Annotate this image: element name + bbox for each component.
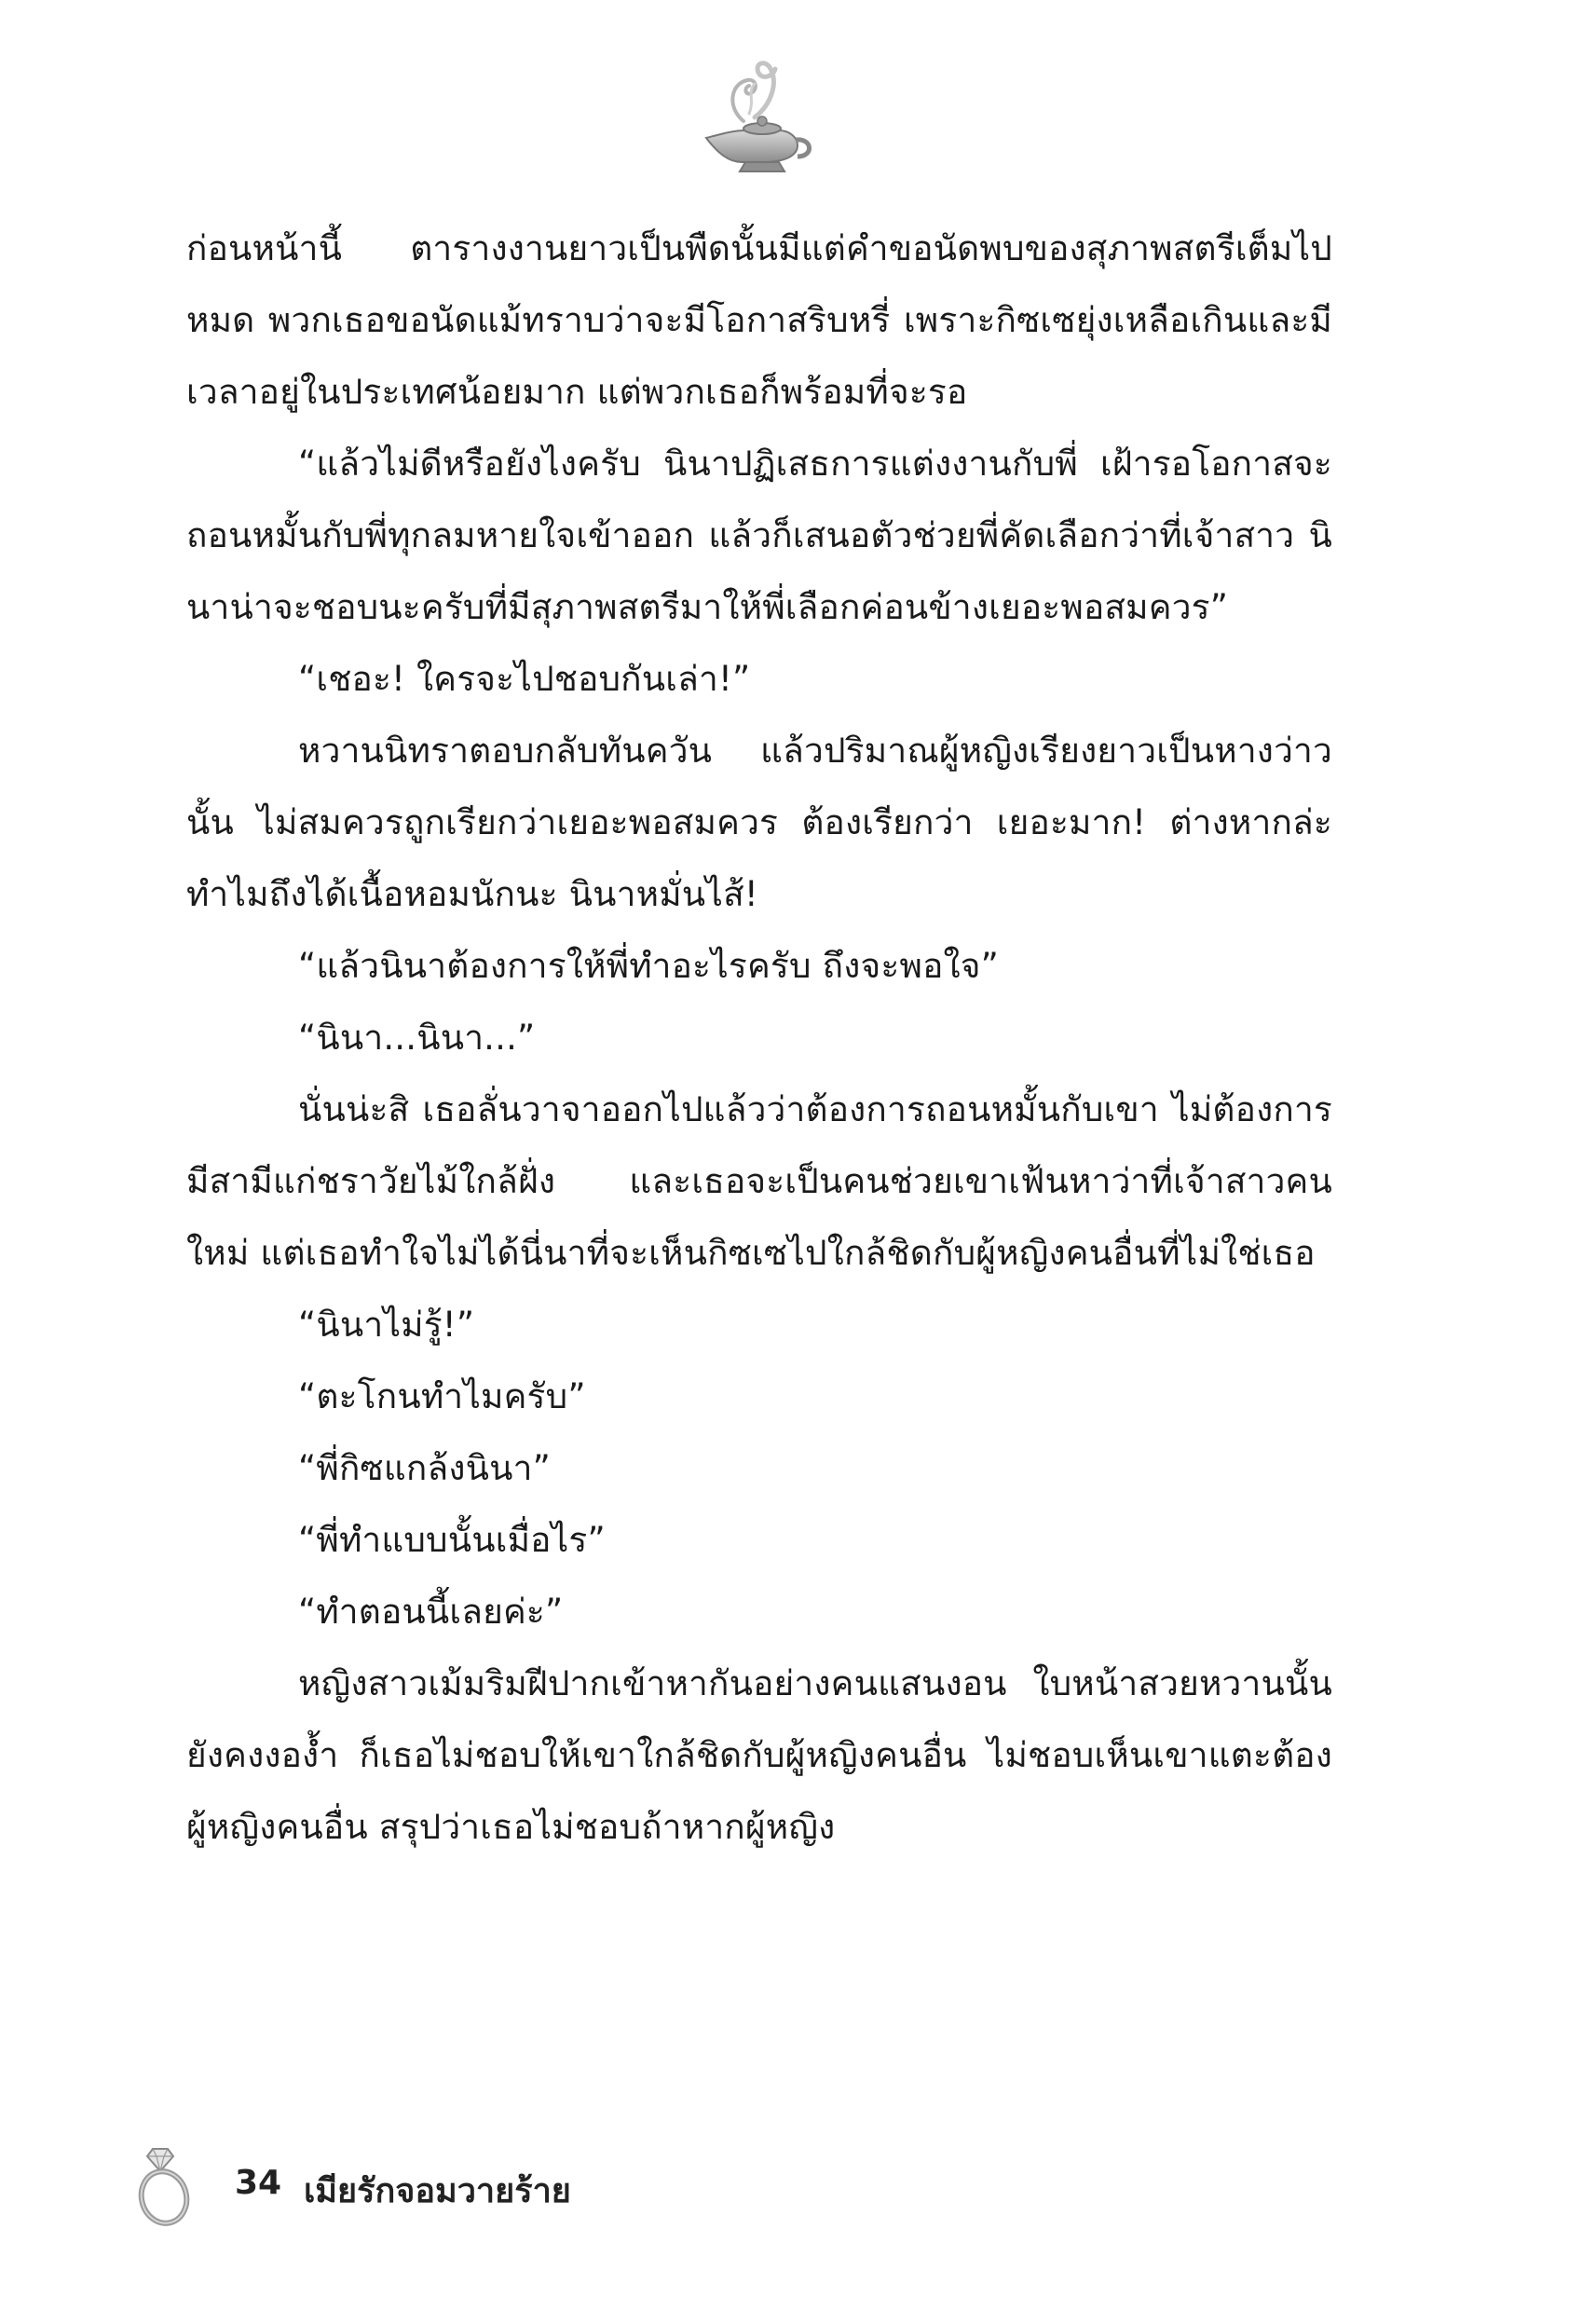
paragraph-10: “พี่กิซแกล้งนินา”	[298, 1448, 551, 1488]
book-title: เมียรักจอมวายร้าย	[304, 2172, 571, 2210]
paragraph-8: “นินาไม่รู้!”	[298, 1305, 475, 1345]
genie-lamp-icon	[689, 56, 820, 177]
paragraph-6: “นินา...นินา...”	[298, 1018, 536, 1058]
body-text	[186, 212, 1332, 1863]
paragraph-4: หวานนิทราตอบกลับทันควัน แล้วปริมาณผู้หญิงเรียงยาวเป็นหางว่าวนั้น ไม่สมควรถูกเรียกว่าเยอะพอสมควร ต้องเรียกว่า เยอะมาก! ต่างหากล่ะ ทำไมถึงได้เนื้อหอมนักนะ นินาหมั่นไส้!	[186, 731, 1332, 914]
paragraph-7: นั่นน่ะสิ เธอลั่นวาจาออกไปแล้วว่าต้องการถอนหมั้นกับเขา ไม่ต้องการมีสามีแก่ชราวัยไม้ใกล้ฝั่ง และเธอจะเป็นคนช่วยเขาเฟ้นหาว่าที่เจ้าสาวคนใหม่ แต่เธอทำใจไม่ได้นี่นาที่จะเห็นกิซเซไปใกล้ชิดกับผู้หญิงคนอื่นที่ไม่ใช่เธอ	[186, 1089, 1332, 1273]
paragraph-9: “ตะโกนทำไมครับ”	[298, 1376, 586, 1416]
diamond-ring-icon	[130, 2143, 196, 2227]
page-number: 34	[235, 2164, 282, 2202]
page-footer	[130, 2143, 783, 2227]
paragraph-11: “พี่ทำแบบนั้นเมื่อไร”	[298, 1520, 606, 1560]
paragraph-1: ก่อนหน้านี้ ตารางงานยาวเป็นพืดนั้นมีแต่คำขอนัดพบของสุภาพสตรีเต็มไปหมด พวกเธอขอนัดแม้ทราบว่าจะมีโอกาสริบหรี่ เพราะกิซเซยุ่งเหลือเกินและมีเวลาอยู่ในประเทศน้อยมาก แต่พวกเธอก็พร้อมที่จะรอ	[186, 228, 1332, 412]
paragraph-13: หญิงสาวเม้มริมฝีปากเข้าหากันอย่างคนแสนงอน ใบหน้าสวยหวานนั้นยังคงงองํ้า ก็เธอไม่ชอบให้เขาใกล้ชิดกับผู้หญิงคนอื่น ไม่ชอบเห็นเขาแตะต้องผู้หญิงคนอื่น สรุปว่าเธอไม่ชอบถ้าหากผู้หญิง	[186, 1663, 1332, 1847]
paragraph-5: “แล้วนินาต้องการให้พี่ทำอะไรครับ ถึงจะพอใจ”	[298, 946, 1000, 986]
paragraph-3: “เชอะ! ใครจะไปชอบกันเล่า!”	[298, 659, 751, 699]
paragraph-12: “ทำตอนนี้เลยค่ะ”	[298, 1592, 564, 1632]
paragraph-2: “แล้วไม่ดีหรือยังไงครับ นินาปฏิเสธการแต่งงานกับพี่ เฝ้ารอโอกาสจะถอนหมั้นกับพี่ทุกลมหายใจเข้าออก แล้วก็เสนอตัวช่วยพี่คัดเลือกว่าที่เจ้าสาว นินาน่าจะชอบนะครับที่มีสุภาพสตรีมาให้พี่เลือกค่อนข้างเยอะพอสมควร”	[186, 444, 1332, 627]
